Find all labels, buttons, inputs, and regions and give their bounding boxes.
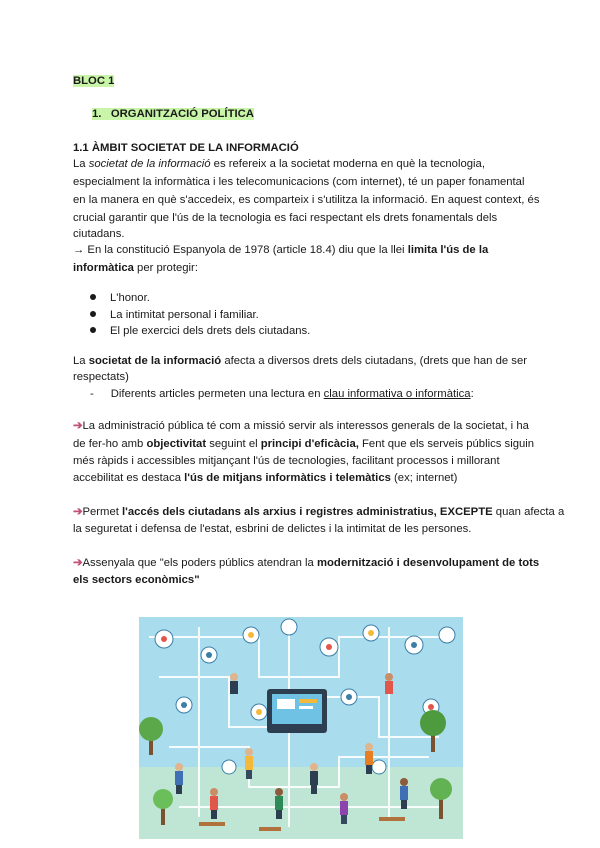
intro-line-5: ciutadans. <box>73 228 125 240</box>
list-item: El ple exercici dels drets dels ciutadans. <box>90 323 310 339</box>
access-line-1: ➔Permet l'accés dels ciutadans als arxius i registres administratius, EXCEPTE quan afecta a <box>73 506 565 518</box>
constitution-line-1: → En la constitució Espanyola de 1978 (article 18.4) diu que la llei limita l'ús de la <box>73 244 489 256</box>
modern-line-1: ➔Assenyala que "els poders públics atendran la modernització i desenvolupament de tots <box>73 557 540 569</box>
modern-line-2: els sectors econòmics" <box>73 574 200 586</box>
bloc-label <box>73 73 114 89</box>
section-number: 1. <box>92 108 102 120</box>
section-heading <box>92 106 254 122</box>
arrow-icon: ➔ <box>73 420 83 432</box>
constitution-line-2: informàtica per protegir: <box>73 262 198 274</box>
section-title: ORGANITZACIÓ POLÍTICA <box>110 108 254 120</box>
arrow-icon: ➔ <box>73 506 83 518</box>
bullet-icon <box>90 294 96 300</box>
rights-dash-item: - Diferents articles permeten una lectura en clau informativa o informàtica: <box>90 388 474 400</box>
bullet-icon <box>90 311 96 317</box>
access-line-2: la seguretat i defensa de l'estat, esbrini de delictes i la intimitat de les persones. <box>73 523 472 535</box>
rights-line-2: respectats) <box>73 371 129 383</box>
intro-line-1: La societat de la informació es refereix a la societat moderna en què la tecnologia, <box>73 158 485 170</box>
bloc-title: BLOC 1 <box>73 75 115 87</box>
admin-line-1: ➔La administració pública té com a missió servir als interessos generals de la societat, i ha <box>73 420 529 432</box>
informative-key-link: clau informativa o informàtica <box>323 388 471 400</box>
admin-line-3: més ràpids i accessibles mitjançant l'ús de tecnologies, facilitant processos i millorant <box>73 455 500 467</box>
subsection-title: 1.1 ÀMBIT SOCIETAT DE LA INFORMACIÓ <box>73 142 299 154</box>
arrow-icon: ➔ <box>73 557 83 569</box>
list-item: L'honor. <box>90 290 150 306</box>
intro-line-4: crucial garantir que l'ús de la tecnologia es faci respectant els drets fonamentals dels <box>73 212 498 224</box>
admin-line-4: accebilitat es destaca l'ús de mitjans informàtics i telemàtics (ex; internet) <box>73 472 458 484</box>
information-society-illustration <box>139 617 463 839</box>
intro-line-3: en la manera en què s'accedeix, es comparteix i s'utilitza la informació. En aquest context, és <box>73 194 540 206</box>
list-item: La intimitat personal i familiar. <box>90 307 259 323</box>
rights-line-1: La societat de la informació afecta a diversos drets dels ciutadans, (drets que han de ser <box>73 355 528 367</box>
bullet-icon <box>90 327 96 333</box>
intro-line-2: especialment la informàtica i les telecomunicacions (com internet), té un paper fonamental <box>73 176 525 188</box>
admin-line-2: de fer-ho amb objectivitat seguint el principi d'eficàcia, Fent que els serveis públics siguin <box>73 438 535 450</box>
